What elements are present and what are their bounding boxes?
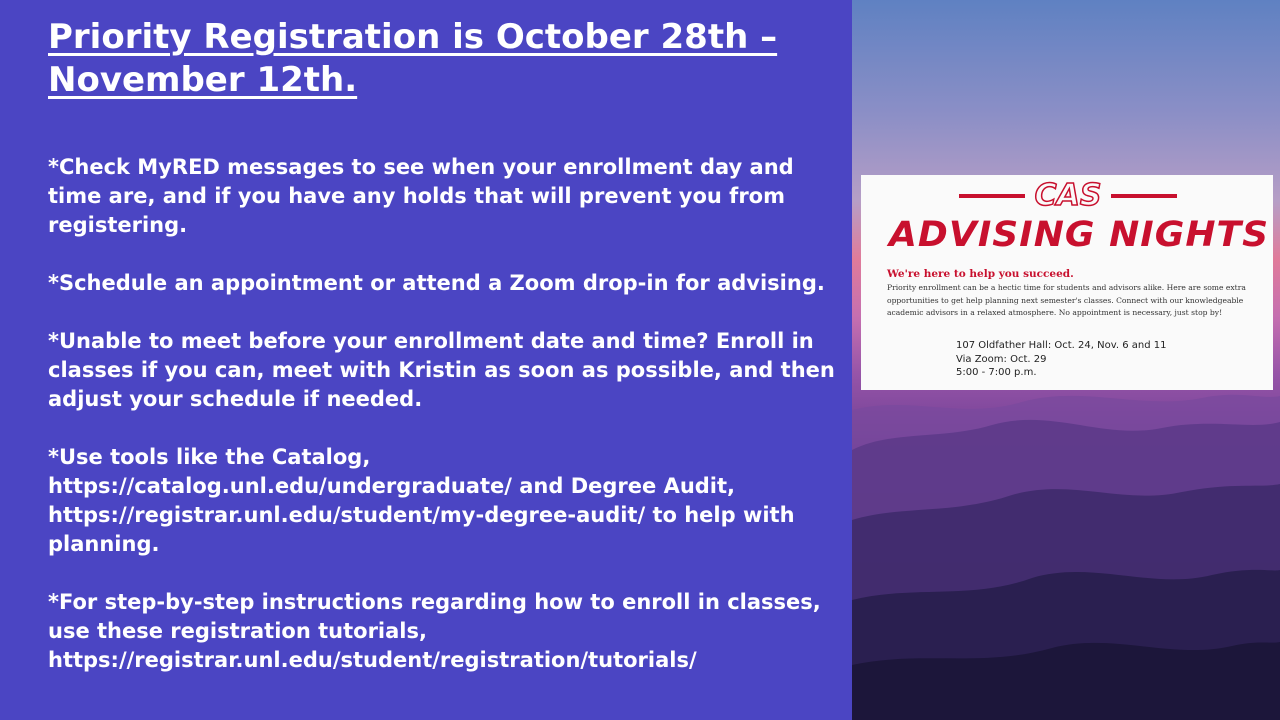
- slide-title: Priority Registration is October 28th – November 12th.: [48, 17, 778, 100]
- bullet-use-tools: *Use tools like the Catalog, https://catalog.unl.edu/undergraduate/ and Degree Audit, https://registrar.unl.edu/student/my-degree-audit/ to help with planning.: [48, 445, 795, 556]
- bullet-schedule-appointment: *Schedule an appointment or attend a Zoom drop-in for advising.: [48, 271, 825, 295]
- bullet-unable-to-meet: *Unable to meet before your enrollment date and time? Enroll in classes if you can, meet with Kristin as soon as possible, and then adjust your schedule if needed.: [48, 329, 835, 411]
- flyer-detail-zoom: Via Zoom: Oct. 29: [956, 353, 1047, 365]
- flyer-detail-location: 107 Oldfather Hall: Oct. 24, Nov. 6 and 11: [956, 340, 1167, 351]
- flyer-body-text: Priority enrollment can be a hectic time for students and advisors alike. Here are some extra opportunities to get help planning next semester's classes. Connect with our knowledgeable academic advisors in a relaxed atmosphere. No appointment is necessary, just stop by!: [887, 283, 1246, 317]
- flyer-details: [956, 339, 1256, 380]
- flyer-cas-label: CAS: [1034, 178, 1102, 213]
- bullet-check-myred: *Check MyRED messages to see when your enrollment day and time are, and if you have any holds that will prevent you from registering.: [48, 155, 794, 237]
- flyer-rule-right: [1111, 194, 1177, 198]
- flyer-rule-left: [959, 194, 1025, 198]
- flyer-detail-time: 5:00 - 7:00 p.m.: [956, 367, 1037, 378]
- advising-nights-flyer: [861, 175, 1273, 390]
- bullet-registration-tutorials: *For step-by-step instructions regarding how to enroll in classes, use these registration tutorials, https://registrar.unl.edu/student/registration/tutorials/: [48, 590, 821, 672]
- flyer-tagline: We're here to help you succeed.: [887, 268, 1074, 280]
- bullet-list: [48, 153, 838, 704]
- flyer-heading: ADVISING NIGHTS: [889, 215, 1270, 255]
